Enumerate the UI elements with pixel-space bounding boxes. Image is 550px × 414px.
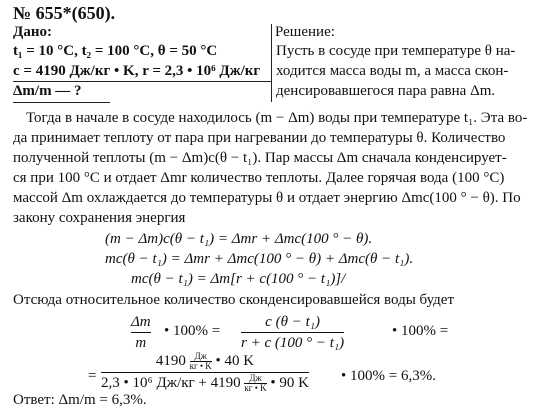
given-line-2: c = 4190 Дж/кг • K, r = 2,3 • 10⁶ Дж/кг — [13, 63, 261, 79]
equation-2: mc(θ − t₁) = Δmr + Δmc(100 ° − θ) + Δmc(θ − t₁). — [105, 251, 414, 267]
unknown-underline — [13, 102, 110, 103]
eq4-lhs-tail: • 100% = — [164, 323, 221, 339]
eq5-denominator: 2,3 • 10⁶ Дж/кг + 4190 Дж кг • K • 90 K — [101, 373, 309, 394]
eq4-lhs-fraction — [131, 313, 151, 352]
eq4-lhs-denominator: m — [135, 335, 147, 351]
relative-amount-line: Отсюда относительное количество сконденсировавшейся воды будет — [13, 292, 455, 308]
eq4-rhs-tail: • 100% = — [392, 323, 449, 339]
eq4-rhs-fraction — [241, 313, 344, 352]
body-line-2: да принимает теплоту от пара при нагревании до температуры θ. Количество — [13, 130, 506, 146]
solution-line-3: денсировавшегося пара равна Δm. — [276, 83, 496, 99]
given-divider — [13, 81, 271, 82]
equation-3: mc(θ − t₁) = Δm[r + c(100 ° − t₁)]/ — [131, 271, 346, 287]
body-line-3: полученной теплоты (m − Δm)c(θ − t₁). Пар массы Δm сначала конденсирует- — [13, 150, 507, 166]
eq5-fraction — [101, 352, 309, 393]
equation-1: (m − Δm)c(θ − t₁) = Δmr + Δmc(100 ° − θ). — [105, 231, 373, 247]
eq5-lead: = — [88, 368, 97, 384]
given-vertical-rule — [271, 24, 272, 102]
given-line-1: t₁ = 10 °C, t₂ = 100 °C, θ = 50 °C — [13, 43, 218, 59]
answer-line: Ответ: Δm/m = 6,3%. — [13, 392, 147, 408]
body-line-5: массой Δm охлаждается до температуры θ и отдает энергию Δmc(100 ° − θ). По — [13, 190, 521, 206]
given-label: Дано: — [13, 24, 52, 40]
solution-label: Решение: — [275, 24, 335, 40]
eq5-tail: • 100% = 6,3%. — [341, 368, 436, 384]
eq4-rhs-denominator: r + c (100 ° − t₁) — [241, 335, 345, 351]
eq4-rhs-numerator: c (θ − t₁) — [265, 314, 320, 330]
body-line-6: закону сохранения энергия — [13, 210, 186, 226]
eq5-numerator: 4190 Дж кг • K • 40 K — [155, 351, 255, 372]
solution-line-2: ходится масса воды m, а масса скон- — [276, 63, 509, 79]
eq4-lhs-numerator: Δm — [131, 314, 151, 330]
given-line-3: Δm/m — ? — [13, 83, 82, 99]
solution-line-1: Пусть в сосуде при температуре θ на- — [276, 43, 516, 59]
problem-number: № 655*(650). — [13, 3, 116, 23]
body-line-4: ся при 100 °C и отдает Δmr количество теплоты. Далее горячая вода (100 °C) — [13, 170, 505, 186]
body-line-1: Тогда в начале в сосуде находилось (m − Δm) воды при температуре t₁. Эта во- — [26, 110, 528, 126]
